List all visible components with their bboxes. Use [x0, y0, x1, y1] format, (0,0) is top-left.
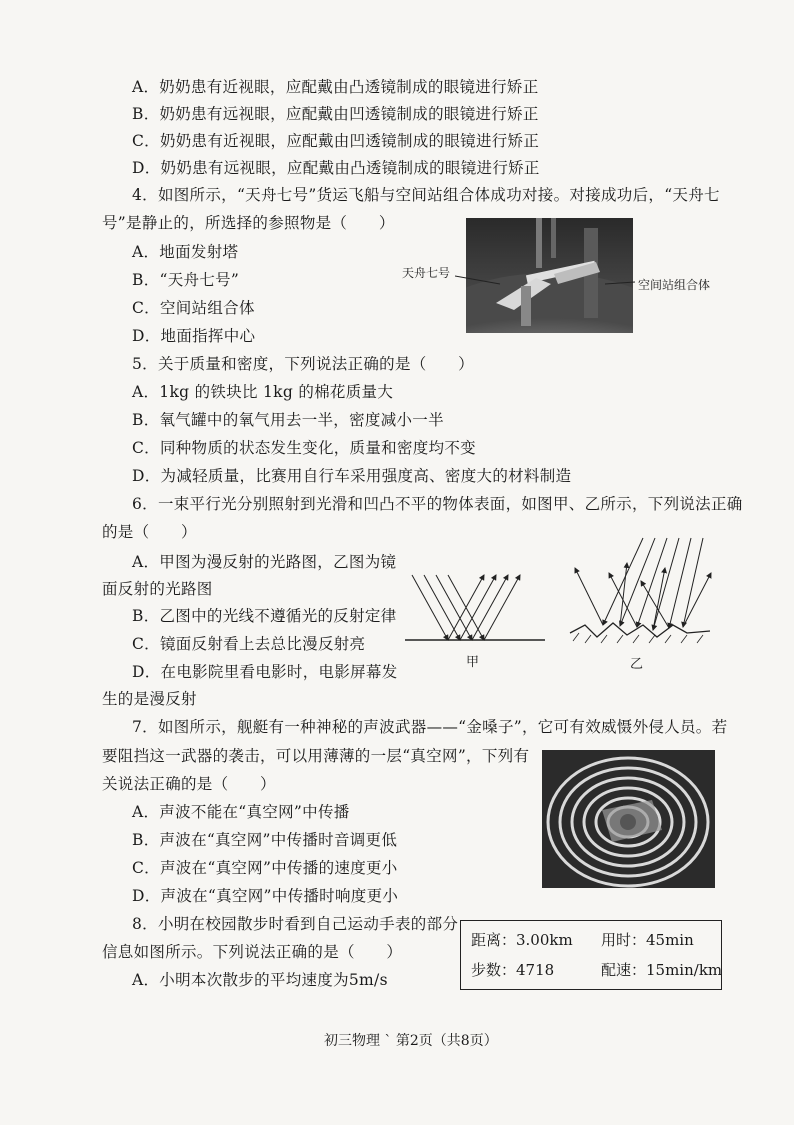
q6-stem-line2: 的是（ ）: [102, 523, 197, 541]
q5-option-b: B．氧气罐中的氧气用去一半，密度减小一半: [132, 411, 444, 429]
watch-stats-panel: [460, 920, 722, 990]
q5-option-a: A．1kg 的铁块比 1kg 的棉花质量大: [132, 383, 394, 401]
q7-option-a: A．声波不能在“真空网”中传播: [132, 803, 350, 821]
q7-stem-line2: 要阻挡这一武器的袭击，可以用薄薄的一层“真空网”，下列有: [102, 747, 530, 765]
q4-option-a: A．地面发射塔: [132, 243, 239, 261]
q5-stem: 5．关于质量和密度，下列说法正确的是（ ）: [132, 355, 474, 373]
q5-option-d: D．为减轻质量，比赛用自行车采用强度高、密度大的材料制造: [132, 467, 572, 485]
q4-option-c: C．空间站组合体: [132, 299, 255, 317]
figure-b-label: 乙: [630, 657, 644, 672]
q7-option-d: D．声波在“真空网”中传播时响度更小: [132, 887, 399, 905]
q3-option-c: C．奶奶患有近视眼，应配戴由凹透镜制成的眼镜进行矫正: [132, 132, 540, 150]
q4-stem-line1: 4．如图所示，“天舟七号”货运飞船与空间站组合体成功对接。对接成功后，“天舟七: [132, 186, 720, 204]
q5-option-c: C．同种物质的状态发生变化，质量和密度均不变: [132, 439, 476, 457]
q6-option-d-line2: 生的是漫反射: [102, 690, 197, 708]
specular-reflection-diagram: [400, 565, 550, 650]
q4-stem-line2: 号”是静止的，所选择的参照物是（ ）: [102, 214, 395, 232]
label-tianzhou7: 天舟七号: [402, 266, 451, 280]
page-footer: 初三物理 ` 第2页（共8页）: [324, 1033, 498, 1049]
watch-distance: 距离：3.00km: [471, 931, 573, 949]
q8-option-a: A．小明本次散步的平均速度为5m/s: [132, 971, 388, 989]
q4-leader-lines: [455, 268, 645, 298]
sonic-rings-illustration: [542, 750, 715, 888]
q7-stem-line3: 关说法正确的是（ ）: [102, 775, 276, 793]
q3-option-d: D．奶奶患有远视眼，应配戴由凸透镜制成的眼镜进行矫正: [132, 159, 540, 177]
q3-option-b: B．奶奶患有远视眼，应配戴由凹透镜制成的眼镜进行矫正: [132, 105, 539, 123]
watch-pace: 配速：15min/km: [601, 961, 723, 979]
q7-option-b: B．声波在“真空网”中传播时音调更低: [132, 831, 398, 849]
q3-option-a: A．奶奶患有近视眼，应配戴由凸透镜制成的眼镜进行矫正: [132, 78, 539, 96]
q8-stem-line2: 信息如图所示。下列说法正确的是（ ）: [102, 943, 403, 961]
q7-option-c: C．声波在“真空网”中传播的速度更小: [132, 859, 398, 877]
q6-option-d-line1: D．在电影院里看电影时，电影屏幕发: [132, 663, 398, 681]
q4-option-b: B．“天舟七号”: [132, 271, 240, 289]
diffuse-reflection-diagram: [565, 533, 715, 653]
sonic-weapon-photo: [542, 750, 715, 888]
q6-stem-line1: 6．一束平行光分别照射到光滑和凹凸不平的物体表面，如图甲、乙所示，下列说法正确: [132, 495, 743, 513]
q8-stem-line1: 8．小明在校园散步时看到自己运动手表的部分: [132, 915, 459, 933]
figure-a-label: 甲: [466, 655, 480, 670]
label-space-station: 空间站组合体: [638, 278, 711, 292]
watch-time: 用时：45min: [601, 931, 694, 949]
watch-steps: 步数：4718: [471, 961, 555, 979]
q6-option-a-line2: 面反射的光路图: [102, 580, 213, 598]
q4-option-d: D．地面指挥中心: [132, 327, 256, 345]
q6-option-b: B．乙图中的光线不遵循光的反射定律: [132, 607, 397, 625]
q7-stem-line1: 7．如图所示，舰艇有一种神秘的声波武器——“金嗓子”，它可有效威慑外侵人员。若: [132, 718, 728, 736]
q6-option-a-line1: A．甲图为漫反射的光路图，乙图为镜: [132, 553, 397, 571]
q6-option-c: C．镜面反射看上去总比漫反射亮: [132, 635, 366, 653]
